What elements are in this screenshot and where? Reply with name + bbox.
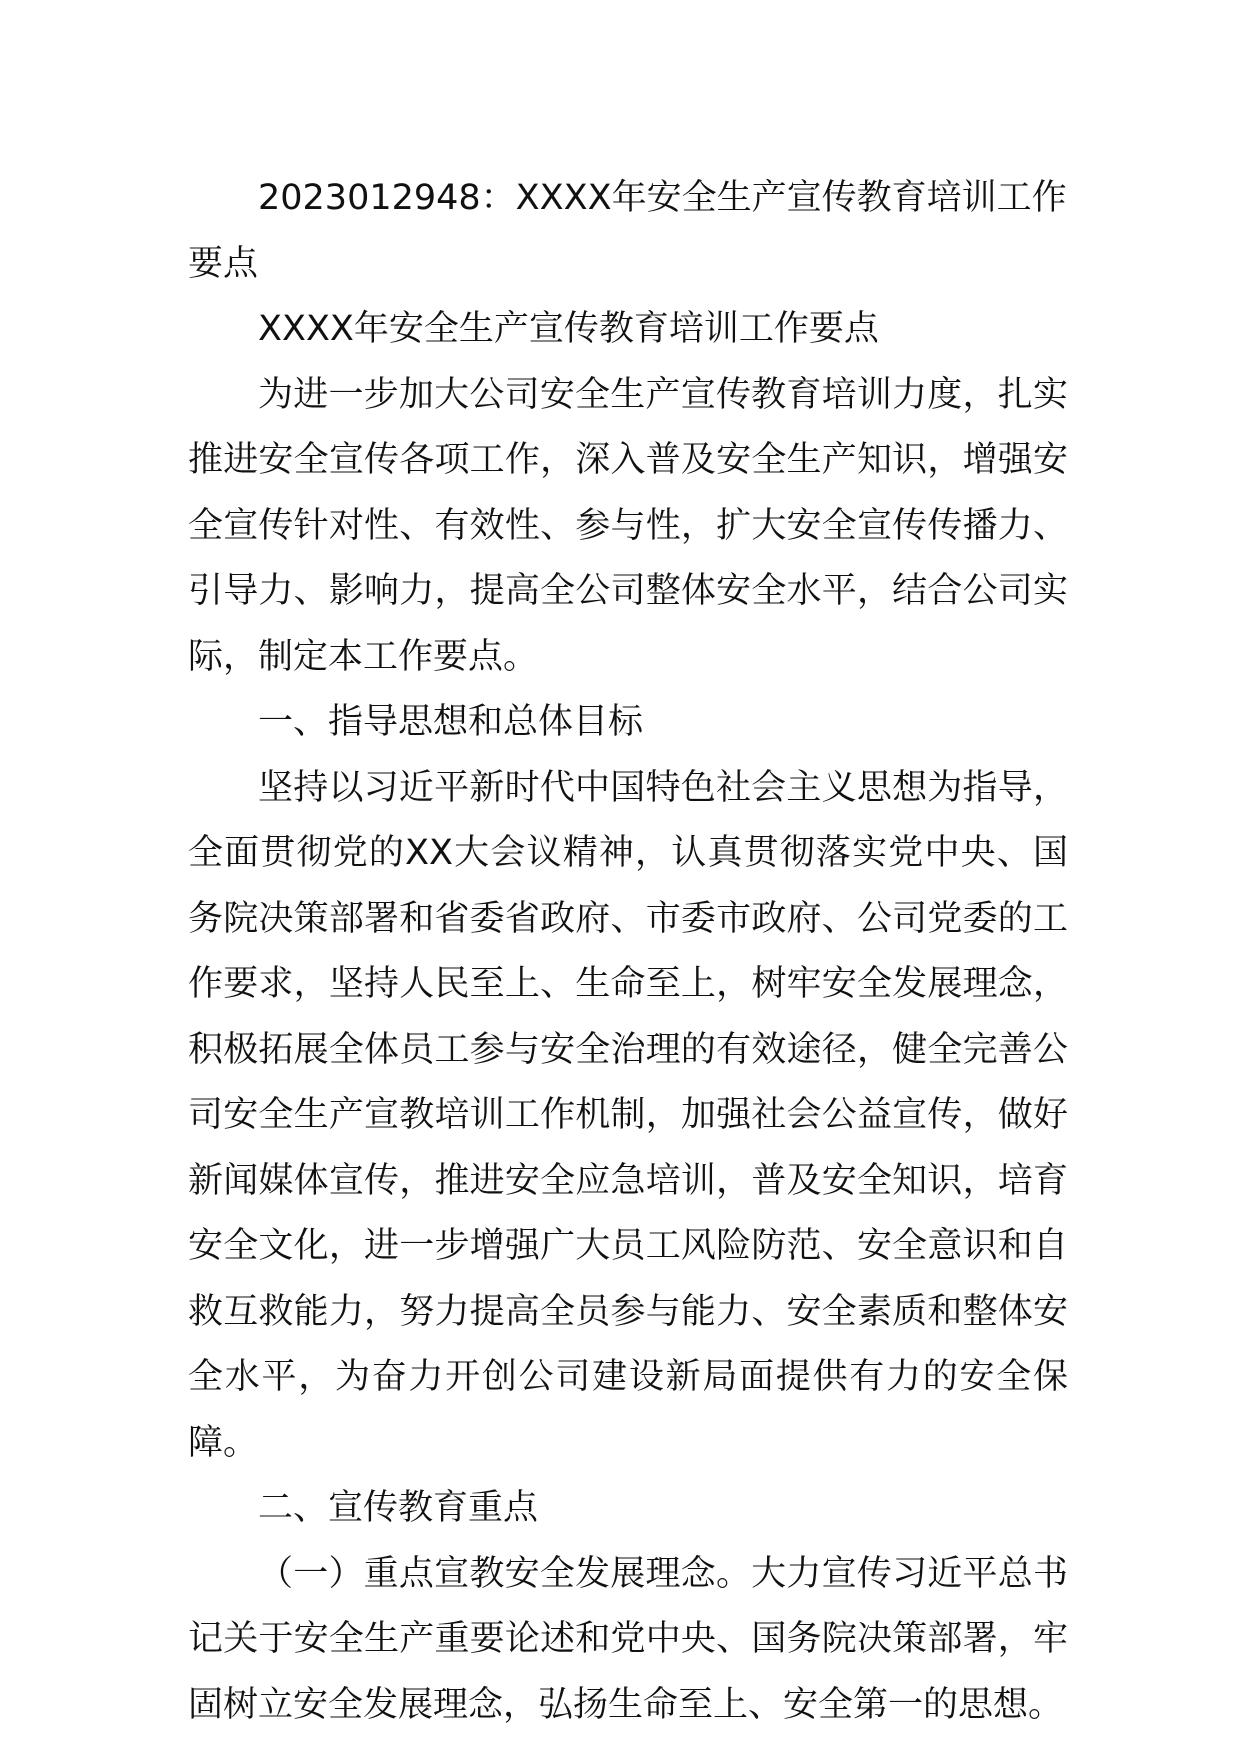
document-subtitle: XXXX年安全生产宣传教育培训工作要点	[258, 309, 879, 349]
section-heading-1: 一、指导思想和总体目标	[258, 702, 644, 742]
section-heading-2: 二、宣传教育重点	[258, 1488, 539, 1528]
document-body	[188, 166, 1068, 1738]
intro-paragraph: 为进一步加大公司安全生产宣传教育培训力度，扎实推进安全宣传各项工作，深入普及安全生产知识，增强安全宣传针对性、有效性、参与性，扩大安全宣传传播力、引导力、影响力，提高全公司整体安全水平，结合公司实际，制定本工作要点。	[188, 374, 1068, 677]
focus-item-1-paragraph: （一）重点宣教安全发展理念。大力宣传习近平总书记关于安全生产重要论述和党中央、国务院决策部署，牢固树立安全发展理念，弘扬生命至上、安全第一的思想。	[188, 1553, 1068, 1725]
guiding-ideology-paragraph: 坚持以习近平新时代中国特色社会主义思想为指导，全面贯彻党的XX大会议精神，认真贯彻落实党中央、国务院决策部署和省委省政府、市委市政府、公司党委的工作要求，坚持人民至上、生命至上，树牢安全发展理念，积极拓展全体员工参与安全治理的有效途径，健全完善公司安全生产宣教培训工作机制，加强社会公益宣传，做好新闻媒体宣传，推进安全应急培训，普及安全知识，培育安全文化，进一步增强广大员工风险防范、安全意识和自救互救能力，努力提高全员参与能力、安全素质和整体安全水平，为奋力开创公司建设新局面提供有力的安全保障。	[188, 767, 1068, 1463]
document-title-line: 2023012948：XXXX年安全生产宣传教育培训工作要点	[188, 178, 1067, 284]
